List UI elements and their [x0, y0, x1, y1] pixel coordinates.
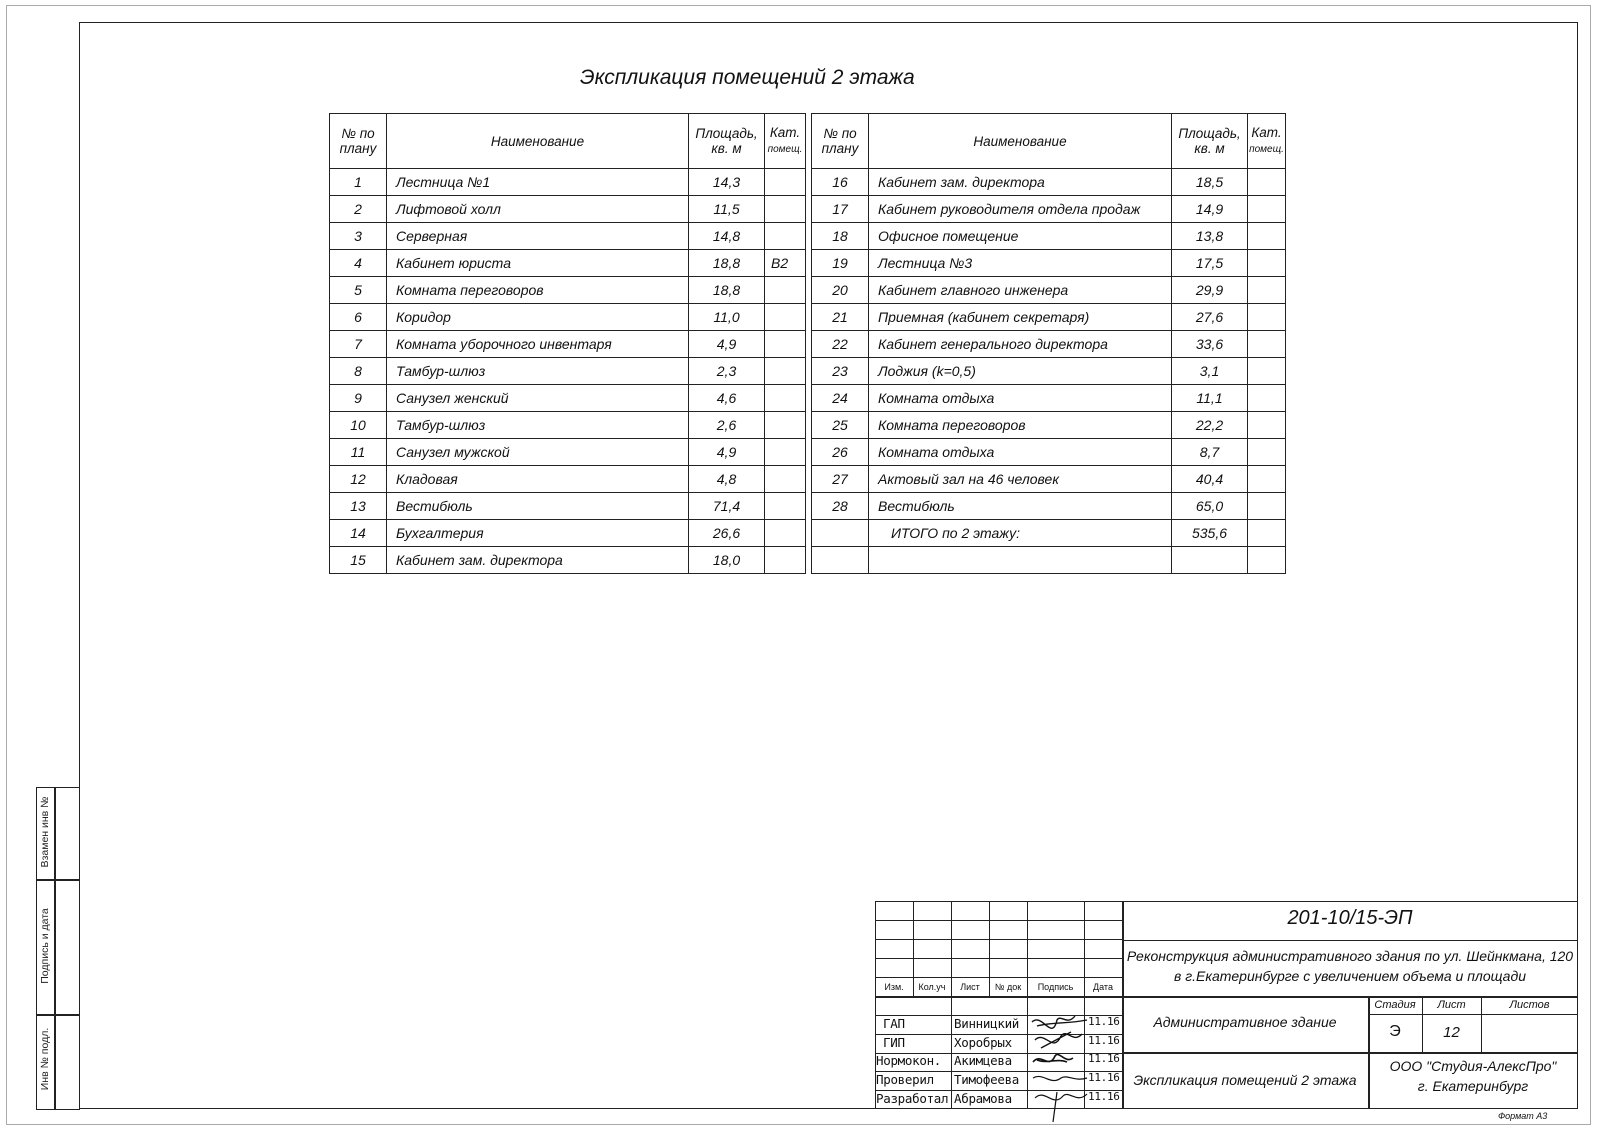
cell-cat: [765, 169, 806, 196]
table-row: [330, 493, 806, 520]
cell-cat: [1248, 250, 1286, 277]
table-row: [330, 277, 806, 304]
cell-area: 33,6: [1172, 331, 1248, 358]
cell-name: Кладовая: [387, 466, 689, 493]
table-row: [330, 547, 806, 574]
sheets-header: Листов: [1509, 999, 1550, 1011]
staff-date: 11.16: [1088, 1089, 1120, 1103]
header-cat-label: Кат.: [769, 125, 801, 140]
table-row: [812, 331, 1286, 358]
sheet-header: Лист: [1437, 999, 1466, 1011]
cell-area: 18,0: [689, 547, 765, 574]
header-name: Наименование: [869, 114, 1172, 169]
table-row: [330, 385, 806, 412]
staff-date: 11.16: [1088, 1071, 1120, 1085]
cell-name: Серверная: [387, 223, 689, 250]
cell-area: 11,5: [689, 196, 765, 223]
staff-role: Нормокон.: [876, 1053, 942, 1069]
cell-num: 16: [812, 169, 869, 196]
table-row: [812, 250, 1286, 277]
cell-cat: [1248, 331, 1286, 358]
cell-name: Приемная (кабинет секретаря): [869, 304, 1172, 331]
cell-cat: [1248, 223, 1286, 250]
cell-num: 17: [812, 196, 869, 223]
cell-area: 4,9: [689, 331, 765, 358]
cell-name: Санузел мужской: [387, 439, 689, 466]
header-area: Площадь, кв. м: [689, 114, 765, 169]
side-label-inv-orig: Инв № подл.: [39, 1027, 51, 1091]
cell-cat: [765, 331, 806, 358]
cell-area: 2,6: [689, 412, 765, 439]
cell-area: 4,8: [689, 466, 765, 493]
cell-area: 14,9: [1172, 196, 1248, 223]
stage-value: Э: [1389, 1023, 1401, 1040]
cell-area: 3,1: [1172, 358, 1248, 385]
table-row: [330, 412, 806, 439]
table-row: [330, 331, 806, 358]
header-name: Наименование: [387, 114, 689, 169]
cell-num: 24: [812, 385, 869, 412]
table-header-row: [330, 114, 806, 169]
cell-name: Лестница №1: [387, 169, 689, 196]
cell-num: 10: [330, 412, 387, 439]
table-row: [330, 223, 806, 250]
cell-num: 26: [812, 439, 869, 466]
cell-name: Комната переговоров: [387, 277, 689, 304]
cell-name: Лестница №3: [869, 250, 1172, 277]
cell-area: 71,4: [689, 493, 765, 520]
staff-date: 11.16: [1088, 1015, 1120, 1028]
cell-num: 12: [330, 466, 387, 493]
staff-role: Проверил: [876, 1072, 934, 1088]
col-header: Дата: [1093, 982, 1113, 992]
header-cat-label: Кат.: [1251, 125, 1282, 140]
cell-num: 9: [330, 385, 387, 412]
cell-name: Офисное помещение: [869, 223, 1172, 250]
cell-name: Лоджия (k=0,5): [869, 358, 1172, 385]
cell-num: 23: [812, 358, 869, 385]
cell-area: 29,9: [1172, 277, 1248, 304]
cell-name: Вестибюль: [387, 493, 689, 520]
cell-name: Актовый зал на 46 человек: [869, 466, 1172, 493]
total-label: ИТОГО по 2 этажу:: [869, 520, 1172, 547]
side-label-replace-inv: Взамен инв №: [39, 796, 51, 868]
sheet-title: Экспликация помещений 2 этажа: [1133, 1072, 1357, 1088]
cell-area: 14,3: [689, 169, 765, 196]
cell-area: 14,8: [689, 223, 765, 250]
cell-name: Лифтовой холл: [387, 196, 689, 223]
cell-empty: [869, 547, 1172, 574]
cell-empty: [1172, 547, 1248, 574]
table-row: [812, 412, 1286, 439]
cell-cat: [1248, 358, 1286, 385]
building-name: Административное здание: [1153, 1014, 1337, 1030]
cell-cat: [1248, 169, 1286, 196]
header-num: № по плану: [330, 114, 387, 169]
cell-num: 1: [330, 169, 387, 196]
table-row: [812, 358, 1286, 385]
cell-num: 7: [330, 331, 387, 358]
cell-area: 11,1: [1172, 385, 1248, 412]
cell-cat: [765, 439, 806, 466]
cell-num: 21: [812, 304, 869, 331]
sheet-value: 12: [1443, 1024, 1460, 1041]
cell-cat: [765, 223, 806, 250]
table-row: [812, 466, 1286, 493]
table-row: [330, 439, 806, 466]
project-line-1: Реконструкция административного здания по ул. Шейнкмана, 120: [1126, 948, 1574, 964]
table-row: [812, 385, 1286, 412]
cell-cat: [765, 412, 806, 439]
header-area: Площадь, кв. м: [1172, 114, 1248, 169]
explication-table-left: [329, 113, 806, 574]
col-header: Кол.уч: [918, 982, 946, 992]
staff-date: 11.16: [1088, 1052, 1120, 1066]
table-row: [330, 358, 806, 385]
staff-date: 11.16: [1088, 1033, 1120, 1047]
cell-cat: [765, 466, 806, 493]
table-row: [330, 169, 806, 196]
cell-area: 40,4: [1172, 466, 1248, 493]
cell-num: 4: [330, 250, 387, 277]
table-row: [812, 277, 1286, 304]
total-row: [812, 520, 1286, 547]
staff-role: Разработал: [876, 1090, 949, 1106]
cell-area: 18,5: [1172, 169, 1248, 196]
table-row: [330, 520, 806, 547]
cell-empty: [1248, 547, 1286, 574]
cell-area: 8,7: [1172, 439, 1248, 466]
col-header: № док: [994, 982, 1022, 992]
staff-role: ГАП: [883, 1016, 905, 1031]
cell-area: 18,8: [689, 277, 765, 304]
staff-name: Абрамова: [954, 1090, 1012, 1106]
table-row: [330, 250, 806, 277]
cell-num: 18: [812, 223, 869, 250]
table-row: [812, 493, 1286, 520]
cell-area: 27,6: [1172, 304, 1248, 331]
table-header-row: [812, 114, 1286, 169]
cell-cat: [765, 358, 806, 385]
cell-name: Комната отдыха: [869, 385, 1172, 412]
table-row: [812, 169, 1286, 196]
cell-cat: [765, 385, 806, 412]
cell-cat: [765, 547, 806, 574]
cell-name: Тамбур-шлюз: [387, 412, 689, 439]
col-header: Изм.: [884, 982, 904, 992]
cell-num: 6: [330, 304, 387, 331]
staff-name: Хоробрых: [954, 1034, 1012, 1050]
project-line-2: в г.Екатеринбурге с увеличением объема и площади: [1174, 968, 1526, 984]
cell-name: Кабинет главного инженера: [869, 277, 1172, 304]
cell-cat: [765, 277, 806, 304]
cell-cat: [1248, 520, 1286, 547]
cell-cat: [1248, 196, 1286, 223]
cell-num: 3: [330, 223, 387, 250]
cell-num: 14: [330, 520, 387, 547]
cell-cat: [1248, 304, 1286, 331]
cell-area: 18,8: [689, 250, 765, 277]
staff-name: Тимофеева: [954, 1072, 1020, 1088]
cell-num: 25: [812, 412, 869, 439]
cell-cat: [765, 196, 806, 223]
cell-name: Санузел женский: [387, 385, 689, 412]
cell-cat: [765, 493, 806, 520]
table-row: [812, 196, 1286, 223]
cell-name: Бухгалтерия: [387, 520, 689, 547]
table-row: [330, 304, 806, 331]
cell-area: 11,0: [689, 304, 765, 331]
cell-area: 26,6: [689, 520, 765, 547]
table-row: [812, 304, 1286, 331]
col-header: Лист: [960, 982, 980, 992]
cell-name: Комната отдыха: [869, 439, 1172, 466]
cell-name: Кабинет руководителя отдела продаж: [869, 196, 1172, 223]
cell-cat: [1248, 493, 1286, 520]
table-row: [812, 439, 1286, 466]
cell-cat: [1248, 439, 1286, 466]
cell-num: 27: [812, 466, 869, 493]
cell-area: 4,6: [689, 385, 765, 412]
staff-name: Винницкий: [954, 1016, 1020, 1031]
page-title: Экспликация помещений 2 этажа: [580, 66, 915, 89]
empty-row: [812, 547, 1286, 574]
cell-cat: [1248, 466, 1286, 493]
cell-num: 20: [812, 277, 869, 304]
cell-area: 2,3: [689, 358, 765, 385]
company-line-1: ООО "Студия-АлексПро": [1389, 1058, 1557, 1074]
cell-name: Комната переговоров: [869, 412, 1172, 439]
signatures: [1027, 1012, 1097, 1124]
cell-num: 2: [330, 196, 387, 223]
format-label: Формат А3: [1498, 1111, 1548, 1121]
cell-name: Вестибюль: [869, 493, 1172, 520]
cell-empty: [812, 547, 869, 574]
table-row: [330, 196, 806, 223]
cell-name: Кабинет зам. директора: [869, 169, 1172, 196]
cell-name: Тамбур-шлюз: [387, 358, 689, 385]
cell-num: 22: [812, 331, 869, 358]
cell-num: 11: [330, 439, 387, 466]
cell-num: 13: [330, 493, 387, 520]
explication-table-right: [811, 113, 1286, 574]
cell-num: 28: [812, 493, 869, 520]
cell-cat: [765, 520, 806, 547]
cell-cat: [1248, 412, 1286, 439]
cell-name: Кабинет генерального директора: [869, 331, 1172, 358]
header-num: № по плану: [812, 114, 869, 169]
header-cat: [765, 114, 806, 169]
company-line-2: г. Екатеринбург: [1417, 1078, 1529, 1094]
staff-name: Акимцева: [954, 1053, 1012, 1069]
cell-num: 5: [330, 277, 387, 304]
cell-cat: [1248, 277, 1286, 304]
header-cat-small: помещ.: [767, 144, 803, 155]
cell-num: 15: [330, 547, 387, 574]
cell-area: 65,0: [1172, 493, 1248, 520]
cell-area: 22,2: [1172, 412, 1248, 439]
doc-code: 201-10/15-ЭП: [1287, 907, 1413, 929]
cell-num: 8: [330, 358, 387, 385]
cell-name: Комната уборочного инвентаря: [387, 331, 689, 358]
cell-num: [812, 520, 869, 547]
cell-area: 4,9: [689, 439, 765, 466]
table-row: [812, 223, 1286, 250]
cell-cat: [1248, 385, 1286, 412]
cell-name: Кабинет зам. директора: [387, 547, 689, 574]
cell-area: 17,5: [1172, 250, 1248, 277]
staff-role: ГИП: [883, 1034, 905, 1050]
cell-num: 19: [812, 250, 869, 277]
cell-name: Коридор: [387, 304, 689, 331]
cell-cat: [765, 304, 806, 331]
cell-area: 13,8: [1172, 223, 1248, 250]
side-label-sign-date: Подпись и дата: [39, 908, 51, 984]
total-area: 535,6: [1172, 520, 1248, 547]
header-cat: [1248, 114, 1286, 169]
stage-header: Стадия: [1374, 999, 1416, 1011]
table-row: [330, 466, 806, 493]
col-header: Подпись: [1037, 982, 1074, 992]
header-cat-small: помещ.: [1249, 144, 1284, 155]
cell-name: Кабинет юриста: [387, 250, 689, 277]
cell-cat: В2: [765, 250, 806, 277]
